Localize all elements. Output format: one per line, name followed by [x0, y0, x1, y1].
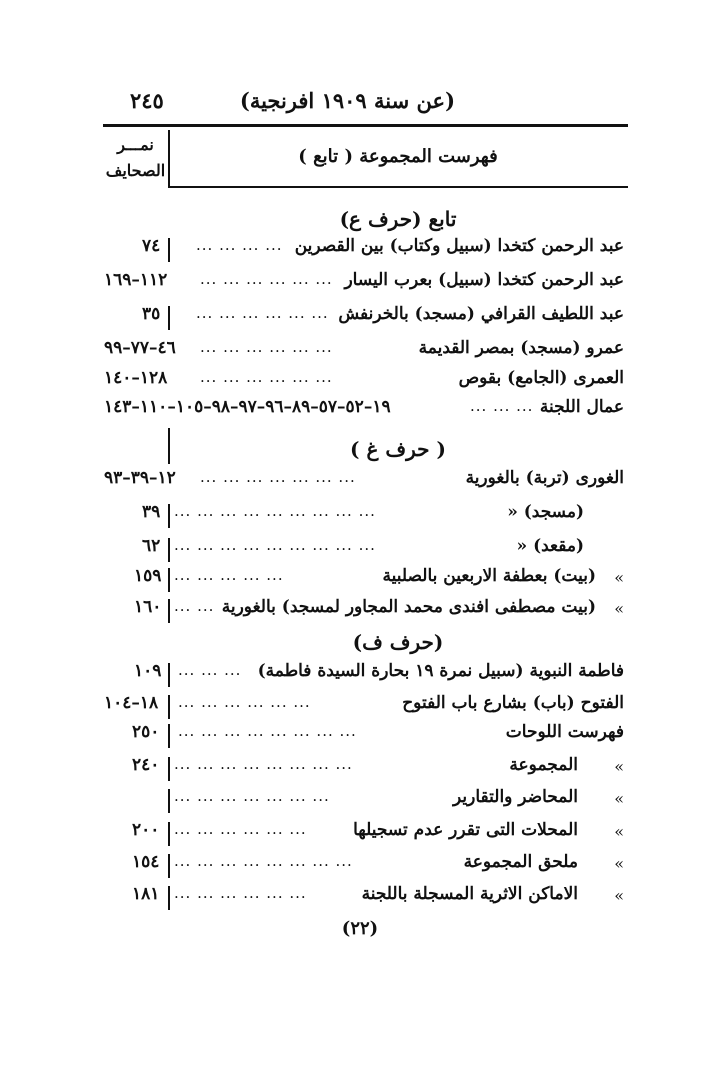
- ditto-mark: «: [614, 789, 624, 808]
- leader-dots: ... ... ... ... ... ... ... ...: [178, 722, 357, 740]
- leader-dots: ... ... ... ... ... ...: [200, 368, 333, 386]
- entry-page-number: ١٠٩: [134, 661, 162, 681]
- entry-page-number: ٢٠٠: [132, 820, 160, 840]
- entry-text: عمال اللجنة: [539, 397, 624, 417]
- entry-page-number: ١٩–٥٢–٥٧–٨٩–٩٦–٩٧–٩٨–١٠٥–١١٠–١٤٣: [104, 397, 391, 417]
- leader-dots: ... ... ... ...: [196, 236, 283, 254]
- page-footer-number: (٢٢): [341, 918, 379, 939]
- column-divider: [168, 538, 170, 562]
- column-divider: [168, 854, 170, 878]
- entry-text: (بيت) بعطفة الاربعين بالصلبية: [382, 566, 596, 586]
- leader-dots: ... ... ... ... ... ... ... ...: [174, 755, 353, 773]
- index-entry: [104, 338, 624, 368]
- index-entry: [104, 236, 624, 266]
- entry-text: الغورى (تربة) بالغورية: [465, 468, 624, 488]
- section-heading-ghain: ( حرف غ ): [350, 437, 446, 461]
- leader-dots: ... ... ... ... ... ...: [196, 304, 329, 322]
- entry-page-number: ١٥٤: [132, 852, 160, 872]
- column-divider: [168, 504, 170, 528]
- index-entry: [104, 536, 624, 566]
- entry-text: المجموعة: [509, 755, 578, 775]
- entry-text: عبد الرحمن كتخدا (سبيل وكتاب) بين القصرين: [294, 236, 624, 256]
- index-entry: [104, 468, 624, 498]
- entry-page-number: ١٢٨–١٤٠: [104, 368, 168, 388]
- entry-text: عبد اللطيف القرافي (مسجد) بالخرنفش: [338, 304, 624, 324]
- section-heading-ain: تابع (حرف ع): [339, 207, 457, 231]
- column-divider: [168, 663, 170, 687]
- ditto-mark: «: [614, 568, 624, 587]
- leader-dots: ... ... ... ... ...: [174, 566, 284, 584]
- entry-page-number: ١٥٩: [134, 566, 162, 586]
- entry-text: المحلات التى تقرر عدم تسجيلها: [353, 820, 578, 840]
- entry-page-number: ١٦٠: [134, 597, 162, 617]
- index-entry: [104, 787, 624, 817]
- entry-page-number: ٣٥: [142, 304, 161, 324]
- running-header-title: (عن سنة ١٩٠٩ افرنجية): [239, 88, 455, 113]
- column-divider: [168, 599, 170, 623]
- entry-page-number: ٢٤٠: [132, 755, 160, 775]
- leader-dots: ... ... ... ... ... ... ...: [174, 787, 330, 805]
- entry-page-number: ٢٥٠: [132, 722, 160, 742]
- entry-text: العمرى (الجامع) بقوص: [458, 368, 624, 388]
- index-entry: [104, 755, 624, 785]
- subheader-rule: [168, 186, 628, 188]
- entry-text: الفتوح (باب) بشارع باب الفتوح: [402, 693, 624, 713]
- column-header-line2: الصحايف: [105, 161, 166, 180]
- index-entry: [104, 722, 624, 752]
- column-divider: [168, 724, 170, 748]
- entry-text: فاطمة النبوية (سبيل نمرة ١٩ بحارة السيدة فاطمة): [257, 661, 624, 681]
- leader-dots: ... ... ... ... ... ...: [174, 820, 307, 838]
- entry-page-number: ١٨–١٠٤: [104, 693, 159, 713]
- entry-text: المحاضر والتقارير: [453, 787, 578, 807]
- index-entry: [104, 304, 624, 334]
- index-entry: [104, 693, 624, 723]
- page-number: ٢٤٥: [130, 88, 164, 113]
- column-divider: [168, 306, 170, 330]
- index-entry: [104, 566, 624, 596]
- index-entry: [104, 270, 624, 300]
- entry-text: الاماكن الاثرية المسجلة باللجنة: [361, 884, 578, 904]
- column-divider: [168, 757, 170, 781]
- ditto-mark: «: [614, 854, 624, 873]
- header-rule: [103, 124, 628, 127]
- entry-text: (بيت مصطفى افندى محمد المجاور لمسجد) بالغورية: [221, 597, 596, 617]
- ditto-mark: «: [614, 757, 624, 776]
- leader-dots: ... ... ... ... ... ... ...: [200, 468, 356, 486]
- ditto-mark: «: [614, 886, 624, 905]
- index-entry: [104, 502, 624, 532]
- entry-text: (مسجد) «: [507, 502, 584, 522]
- entry-page-number: ٦٢: [142, 536, 161, 556]
- ditto-mark: «: [614, 599, 624, 618]
- leader-dots: ... ... ...: [178, 661, 242, 679]
- column-divider: [168, 568, 170, 592]
- entry-text: فهرست اللوحات: [505, 722, 624, 742]
- leader-dots: ... ... ... ... ... ...: [200, 270, 333, 288]
- column-divider: [168, 238, 170, 262]
- index-entry: [104, 852, 624, 882]
- leader-dots: ... ... ... ... ... ...: [178, 693, 311, 711]
- index-entry: [104, 820, 624, 850]
- entry-page-number: ١٢–٣٩–٩٣: [104, 468, 176, 488]
- entry-page-number: ٧٤: [142, 236, 161, 256]
- column-divider: [168, 886, 170, 910]
- entry-page-number: ١٨١: [132, 884, 160, 904]
- entry-page-number: ٣٩: [142, 502, 161, 522]
- index-entry: [104, 597, 624, 627]
- entry-page-number: ١١٢–١٦٩: [104, 270, 168, 290]
- leader-dots: ... ...: [174, 597, 215, 615]
- continuation-title: ( تابع ) فهرست المجموعة: [298, 146, 498, 167]
- leader-dots: ... ... ... ... ... ... ... ...: [174, 852, 353, 870]
- index-entry: [104, 397, 624, 427]
- leader-dots: ... ... ... ... ... ... ... ... ...: [174, 536, 376, 554]
- column-divider: [168, 695, 170, 719]
- entry-text: (مقعد) «: [516, 536, 584, 556]
- entry-text: ملحق المجموعة: [463, 852, 578, 872]
- index-entry: [104, 368, 624, 398]
- section-heading-fa: (حرف ف): [352, 630, 444, 654]
- entry-text: عمرو (مسجد) بمصر القديمة: [418, 338, 624, 358]
- column-divider: [168, 822, 170, 846]
- leader-dots: ... ... ... ... ... ...: [174, 884, 307, 902]
- leader-dots: ... ... ...: [470, 397, 534, 415]
- index-entry: [104, 661, 624, 691]
- ditto-mark: «: [614, 822, 624, 841]
- entry-page-number: ٤٦–٧٧–٩٩: [104, 338, 176, 358]
- column-divider: [168, 789, 170, 813]
- leader-dots: ... ... ... ... ... ... ... ... ...: [174, 502, 376, 520]
- index-entry: [104, 884, 624, 914]
- leader-dots: ... ... ... ... ... ...: [200, 338, 333, 356]
- entry-text: عبد الرحمن كتخدا (سبيل) بعرب اليسار: [344, 270, 624, 290]
- page-numbers-column-header: [103, 132, 168, 184]
- column-header-line1: نمـــر: [117, 135, 154, 154]
